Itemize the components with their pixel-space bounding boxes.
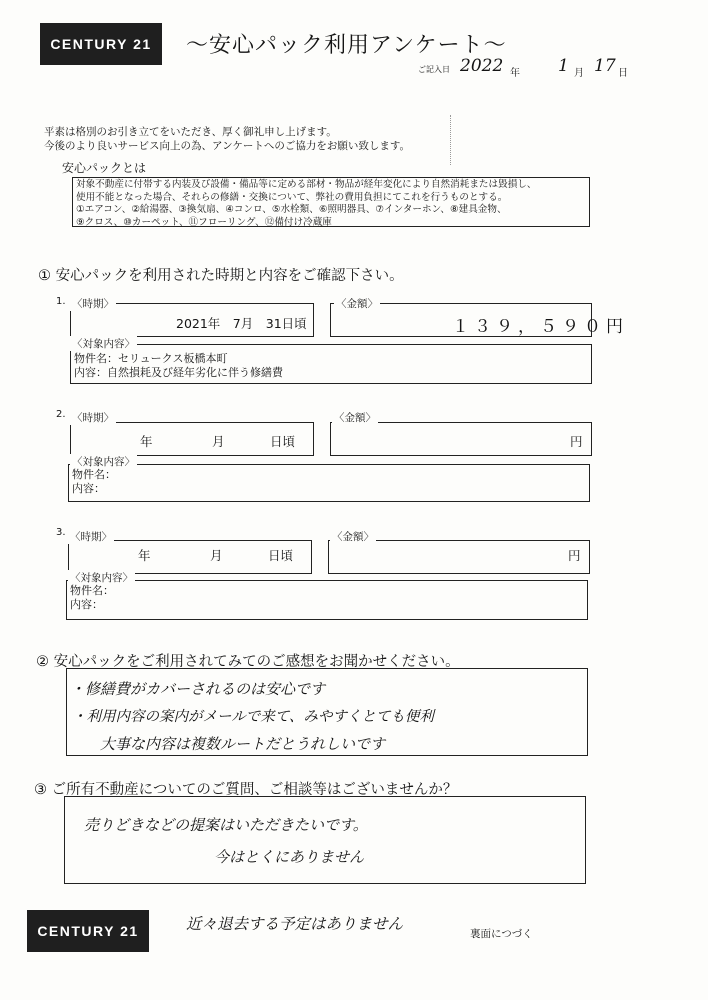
- intro-text: [44, 125, 410, 153]
- about-line: 使用不能となった場合、それらの修繕・交換について、弊社の費用負担にてこれを行うものとする。: [76, 191, 508, 203]
- about-line: 対象不動産に付帯する内装及び設備・備品等に定める部材・物品が経年変化により自然消耗または毀損し、: [76, 179, 537, 190]
- period-month: 月: [212, 434, 225, 449]
- property-name: 物件名：セリュークス板橋本町: [74, 352, 228, 365]
- q2-answer: ・修繕費がカバーされるのは安心です: [70, 680, 326, 698]
- amount-box[interactable]: [330, 422, 592, 456]
- content-detail: 内容：: [72, 482, 105, 495]
- property-name: 物件名：: [70, 584, 114, 597]
- q3-answer: 売りどきなどの提案はいただきたいです。: [84, 816, 368, 834]
- content-label: 〈対象内容〉: [70, 572, 133, 584]
- period-day: 日頃: [270, 434, 296, 449]
- period-label: 〈時期〉: [72, 412, 114, 424]
- q3-answer: 今はとくにありません: [214, 848, 365, 866]
- date-month: 1: [558, 56, 569, 76]
- date-year-unit: 年: [510, 68, 520, 79]
- content-label: 〈対象内容〉: [72, 338, 135, 350]
- period-year: 年: [140, 434, 153, 449]
- amount-label: 〈金額〉: [332, 531, 374, 543]
- entry-number: 1.: [56, 296, 66, 307]
- date-day: 17: [594, 56, 616, 76]
- amount-label: 〈金額〉: [334, 412, 376, 424]
- property-name: 物件名：: [72, 468, 116, 481]
- century21-logo: CENTURY 21: [27, 910, 149, 952]
- date-label: ご記入日: [418, 65, 450, 74]
- continued-note: 裏面につづく: [470, 928, 533, 940]
- q2-answer: ・利用内容の案内がメールで来て、みやすくとても便利: [72, 709, 434, 725]
- q3-title: ③ ご所有不動産についてのご質問、ご相談等はございませんか？: [34, 782, 458, 798]
- date-year: 2022: [460, 56, 504, 76]
- period-year: 年: [138, 548, 151, 563]
- amount-unit: 円: [568, 548, 581, 563]
- period-value: 2021年 7月 31日頃: [176, 316, 307, 331]
- about-line: ①エアコン、②給湯器、③換気扇、④コンロ、⑤水栓類、⑥照明器具、⑦インターホン、⑧建具金物、: [76, 204, 507, 215]
- period-label: 〈時期〉: [72, 298, 114, 310]
- about-line: ⑨クロス、⑩カーペット、⑪フローリング、⑫備付け冷蔵庫: [76, 216, 332, 228]
- q2-title: ② 安心パックをご利用されてみてのご感想をお聞かせください。: [36, 654, 460, 670]
- about-heading: 安心パックとは: [62, 161, 147, 175]
- content-detail: 内容：自然損耗及び経年劣化に伴う修繕費: [74, 366, 283, 379]
- entry-date: [418, 56, 658, 84]
- content-box[interactable]: [66, 580, 588, 620]
- intro-line: 今後のより良いサービス向上の為、アンケートへのご協力をお願い致します。: [44, 140, 411, 152]
- amount-value: １３９，５９０円: [452, 317, 628, 337]
- century21-logo: CENTURY 21: [40, 23, 162, 65]
- q2-answer: 大事な内容は複数ルートだとうれしいです: [100, 735, 386, 753]
- period-month: 月: [210, 548, 223, 563]
- entry-number: 3.: [56, 527, 66, 538]
- amount-unit: 円: [570, 434, 583, 449]
- intro-line: 平素は格別のお引き立てをいただき、厚く御礼申し上げます。: [44, 126, 337, 138]
- handwritten-note: 近々退去する予定はありません: [186, 915, 404, 933]
- amount-box[interactable]: [328, 540, 590, 574]
- content-detail: 内容：: [70, 598, 103, 611]
- content-label: 〈対象内容〉: [72, 456, 135, 468]
- q1-title: ① 安心パックを利用された時期と内容をご確認下さい。: [38, 268, 404, 284]
- period-day: 日頃: [268, 548, 294, 563]
- q3-answer-box[interactable]: [64, 796, 586, 884]
- about-box: [72, 177, 590, 227]
- date-day-unit: 日: [618, 68, 628, 79]
- date-month-unit: 月: [574, 68, 584, 79]
- document-title: 〜安心パック利用アンケート〜: [186, 33, 507, 58]
- entry-number: 2.: [56, 409, 66, 420]
- period-label: 〈時期〉: [70, 531, 112, 543]
- scan-divider: [450, 115, 452, 165]
- content-box[interactable]: [68, 464, 590, 502]
- amount-label: 〈金額〉: [336, 298, 378, 310]
